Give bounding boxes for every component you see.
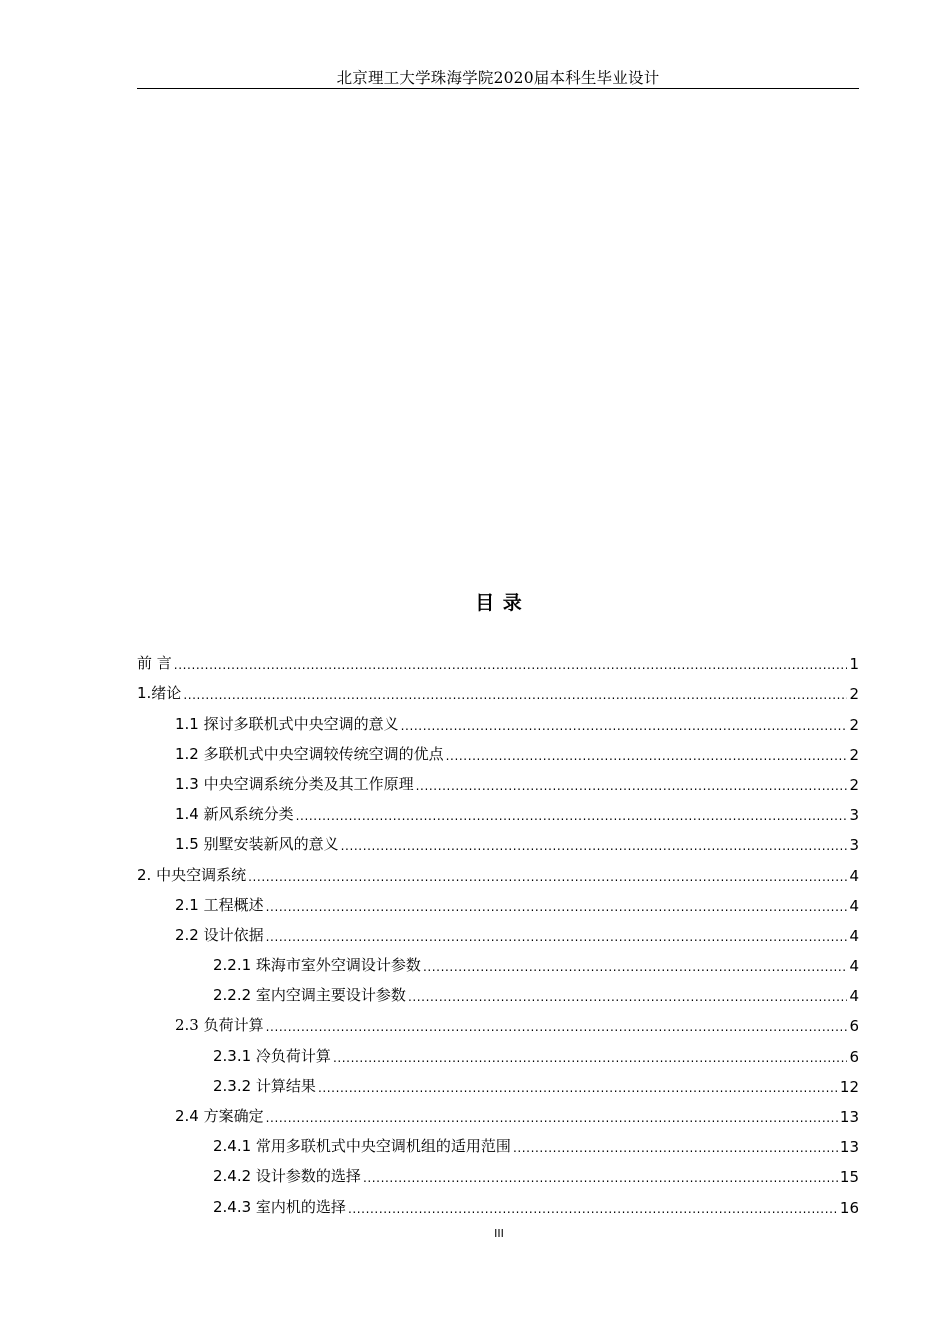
toc-entry-label: 前 言 xyxy=(137,654,172,673)
toc-entry-label: 1.2 多联机式中央空调较传统空调的优点 xyxy=(175,744,444,763)
toc-entry-page: 4 xyxy=(849,896,859,915)
toc-leader-dots xyxy=(423,959,848,975)
toc-entry-page: 13 xyxy=(839,1138,859,1157)
toc-entry-page: 4 xyxy=(849,866,859,885)
toc-entry-label: 2.3.1 冷负荷计算 xyxy=(213,1046,331,1065)
toc-leader-dots xyxy=(348,1201,838,1217)
toc-entry[interactable] xyxy=(137,794,859,824)
toc-leader-dots xyxy=(416,778,848,794)
toc-entry-page: 6 xyxy=(849,1017,859,1036)
toc-entry[interactable] xyxy=(137,1005,859,1035)
toc-entry[interactable] xyxy=(137,854,859,884)
toc-leader-dots xyxy=(183,687,847,703)
toc-entry[interactable] xyxy=(137,764,859,794)
toc-leader-dots xyxy=(248,869,847,885)
toc-entry-page: 2 xyxy=(849,715,859,734)
toc-entry-label: 2.3 负荷计算 xyxy=(175,1016,264,1035)
toc-entry[interactable] xyxy=(137,975,859,1005)
toc-entry-label: 1.3 中央空调系统分类及其工作原理 xyxy=(175,774,414,793)
toc-leader-dots xyxy=(318,1080,838,1096)
toc-leader-dots xyxy=(446,748,848,764)
toc-entry[interactable] xyxy=(137,1066,859,1096)
table-of-contents xyxy=(137,643,859,1217)
toc-entry[interactable] xyxy=(137,1186,859,1216)
toc-leader-dots xyxy=(266,1019,848,1035)
toc-leader-dots xyxy=(408,989,848,1005)
toc-entry-page: 6 xyxy=(849,1047,859,1066)
toc-entry[interactable] xyxy=(137,734,859,764)
toc-entry-page: 4 xyxy=(849,987,859,1006)
toc-entry[interactable] xyxy=(137,885,859,915)
toc-entry-label: 1.1 探讨多联机式中央空调的意义 xyxy=(175,714,399,733)
toc-leader-dots xyxy=(513,1140,838,1156)
toc-entry-page: 1 xyxy=(849,655,859,674)
toc-entry-page: 16 xyxy=(839,1198,859,1217)
header-divider xyxy=(137,88,859,89)
toc-entry-label: 2.2.1 珠海市室外空调设计参数 xyxy=(213,956,421,975)
page-header-title: 北京理工大学珠海学院2020届本科生毕业设计 xyxy=(336,69,660,87)
toc-entry-label: 2.3.2 计算结果 xyxy=(213,1076,316,1095)
toc-entry[interactable] xyxy=(137,1096,859,1126)
toc-entry-page: 4 xyxy=(849,957,859,976)
page-number: III xyxy=(494,1227,504,1240)
toc-entry-page: 4 xyxy=(849,926,859,945)
toc-entry-label: 2.2 设计依据 xyxy=(175,925,264,944)
toc-leader-dots xyxy=(296,808,848,824)
toc-entry[interactable] xyxy=(137,703,859,733)
toc-entry-page: 2 xyxy=(849,745,859,764)
toc-entry-label: 2.2.2 室内空调主要设计参数 xyxy=(213,986,406,1005)
toc-entry-page: 15 xyxy=(839,1168,859,1187)
toc-entry[interactable] xyxy=(137,1126,859,1156)
toc-entry-label: 1.绪论 xyxy=(137,684,182,703)
toc-entry-label: 2. 中央空调系统 xyxy=(137,865,247,884)
toc-entry[interactable] xyxy=(137,673,859,703)
toc-entry-label: 2.4.3 室内机的选择 xyxy=(213,1197,346,1216)
toc-entry-label: 1.5 别墅安装新风的意义 xyxy=(175,835,339,854)
toc-entry[interactable] xyxy=(137,643,859,673)
toc-leader-dots xyxy=(363,1170,838,1186)
toc-entry-label: 2.4.1 常用多联机式中央空调机组的适用范围 xyxy=(213,1137,511,1156)
toc-entry-page: 2 xyxy=(849,775,859,794)
toc-entry-page: 3 xyxy=(849,806,859,825)
toc-leader-dots xyxy=(174,657,848,673)
toc-leader-dots xyxy=(266,929,848,945)
toc-entry-label: 2.4.2 设计参数的选择 xyxy=(213,1167,361,1186)
toc-leader-dots xyxy=(266,1110,838,1126)
toc-title: 目 录 xyxy=(475,592,523,614)
toc-entry[interactable] xyxy=(137,915,859,945)
toc-leader-dots xyxy=(341,838,848,854)
toc-entry[interactable] xyxy=(137,1156,859,1186)
toc-entry-label: 1.4 新风系统分类 xyxy=(175,805,294,824)
toc-entry-page: 12 xyxy=(839,1077,859,1096)
toc-entry-page: 3 xyxy=(849,836,859,855)
toc-entry-label: 2.4 方案确定 xyxy=(175,1107,264,1125)
toc-entry[interactable] xyxy=(137,824,859,854)
toc-entry[interactable] xyxy=(137,1035,859,1065)
toc-entry-page: 13 xyxy=(839,1108,859,1126)
toc-leader-dots xyxy=(266,899,848,915)
toc-entry-page: 2 xyxy=(849,685,859,704)
toc-leader-dots xyxy=(401,718,848,734)
toc-leader-dots xyxy=(333,1050,848,1066)
toc-entry[interactable] xyxy=(137,945,859,975)
toc-entry-label: 2.1 工程概述 xyxy=(175,895,264,914)
